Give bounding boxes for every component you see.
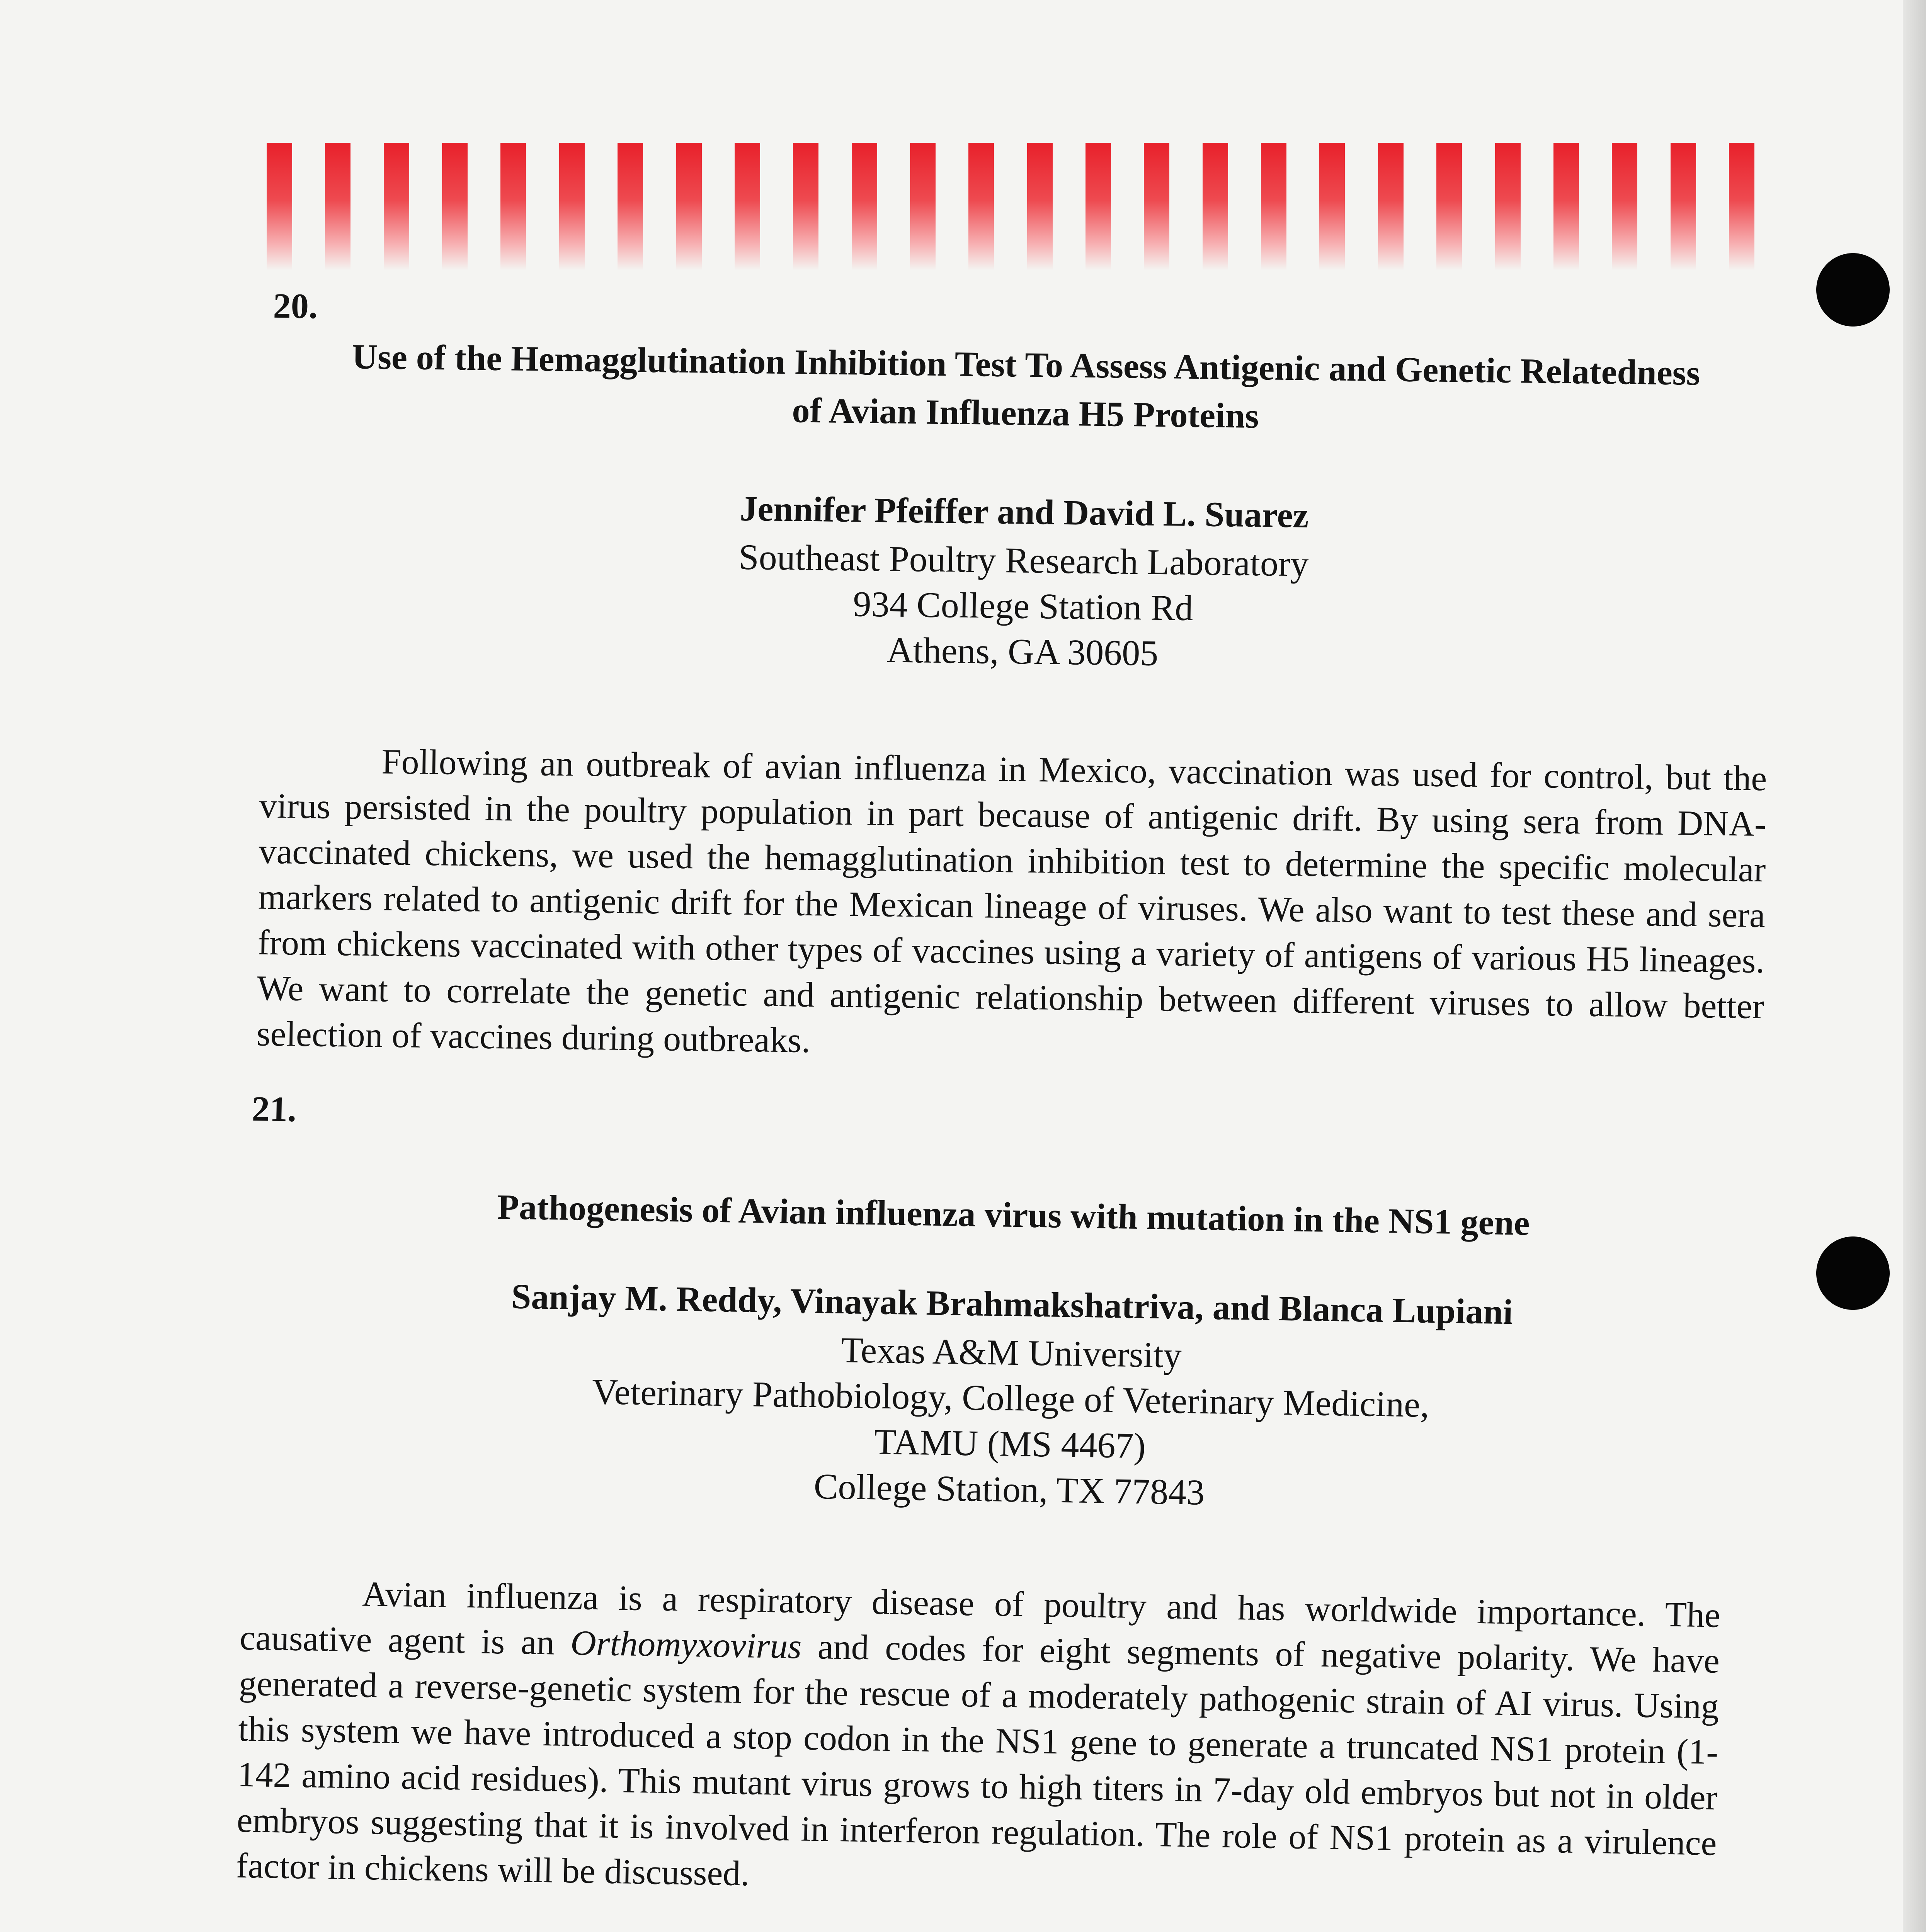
binder-hole xyxy=(1816,1236,1890,1310)
header-stripe xyxy=(1027,143,1053,270)
abstract-body-italic: Orthomyxovirus xyxy=(570,1623,802,1666)
abstract-title xyxy=(276,332,1776,446)
decorative-header-stripes xyxy=(267,143,1754,270)
header-stripe xyxy=(618,143,643,270)
header-stripe xyxy=(267,143,292,270)
header-stripe xyxy=(1729,143,1754,270)
header-stripe xyxy=(384,143,409,270)
affiliation-line: Texas A&M University xyxy=(840,1330,1182,1376)
affiliation-line: College Station, TX 77843 xyxy=(813,1466,1205,1513)
header-stripe xyxy=(1086,143,1111,270)
abstract-body-text: Avian influenza is a respiratory disease of poultry and has worldwide importance. The causative agent is an xyxy=(239,1574,1721,1663)
header-stripe xyxy=(676,143,702,270)
header-stripe xyxy=(1495,143,1521,270)
header-stripe xyxy=(1319,143,1345,270)
affiliation-line: Veterinary Pathobiology, College of Veterinary Medicine, xyxy=(592,1371,1430,1425)
header-stripe xyxy=(325,143,350,270)
header-stripe xyxy=(1436,143,1462,270)
header-stripe xyxy=(1378,143,1404,270)
abstract-affiliation xyxy=(342,1320,1678,1523)
affiliation-line: Southeast Poultry Research Laboratory xyxy=(738,537,1309,584)
header-stripe xyxy=(910,143,936,270)
abstract-number: 21. xyxy=(252,1088,297,1129)
header-stripe xyxy=(852,143,877,270)
header-stripe xyxy=(968,143,994,270)
header-stripe xyxy=(735,143,760,270)
abstract-body-text: and codes for eight segments of negative polarity. We have generated a reverse-genetic system for the rescue of a moderately pathogenic strain of AI virus. Using this system we have introduced a stop codon in the NS1 gene to generate a truncated NS1 protein (1-142 amino acid residues). This mutant virus grows to high titers in 7-day old embryos but not in older embryos suggesting that it is involved in interferon regulation. The role of NS1 protein as a virulence factor in chickens will be discussed. xyxy=(236,1626,1720,1893)
abstract-body xyxy=(236,1569,1721,1912)
header-stripe xyxy=(1612,143,1637,270)
header-stripe xyxy=(1553,143,1579,270)
header-stripe xyxy=(559,143,585,270)
abstract-title-line: Use of the Hemagglutination Inhibition Test To Assess Antigenic and Genetic Relatedness xyxy=(352,337,1701,393)
abstract-affiliation xyxy=(508,531,1538,680)
affiliation-line: TAMU (MS 4467) xyxy=(874,1422,1146,1466)
affiliation-line: 934 College Station Rd xyxy=(852,584,1194,629)
abstract-authors: Sanjay M. Reddy, Vinayak Brahmakshatriva, and Blanca Lupiani xyxy=(511,1276,1513,1332)
header-stripe xyxy=(500,143,526,270)
header-stripe xyxy=(793,143,818,270)
affiliation-line: Athens, GA 30605 xyxy=(886,630,1159,673)
abstract-title-line: of Avian Influenza H5 Proteins xyxy=(792,390,1259,436)
binder-hole xyxy=(1816,253,1890,327)
header-stripe xyxy=(1671,143,1696,270)
page-edge xyxy=(1903,0,1926,1932)
abstract-title: Pathogenesis of Avian influenza virus with mutation in the NS1 gene xyxy=(497,1187,1530,1243)
abstract-body: Following an outbreak of avian influenza in Mexico, vaccination was used for control, but the virus persisted in the poultry population in part because of antigenic drift. By using sera from DNA-vaccinated chickens, we used the hemagglutination inhibition test to determine the specific molecular markers related to antigenic drift for the Mexican lineage of viruses. We also want to test these and sera from chickens vaccinated with other types of vaccines using a variety of antigens of various H5 lineages. We want to correlate the genetic and antigenic relationship between different viruses to allow better selection of vaccines during outbreaks. xyxy=(256,742,1767,1060)
header-stripe xyxy=(442,143,468,270)
abstract-number: 20. xyxy=(273,286,318,326)
abstract-authors: Jennifer Pfeiffer and David L. Suarez xyxy=(739,488,1309,535)
header-stripe xyxy=(1144,143,1169,270)
abstract-20 xyxy=(14,0,1926,1060)
header-stripe xyxy=(1203,143,1228,270)
header-stripe xyxy=(1261,143,1286,270)
